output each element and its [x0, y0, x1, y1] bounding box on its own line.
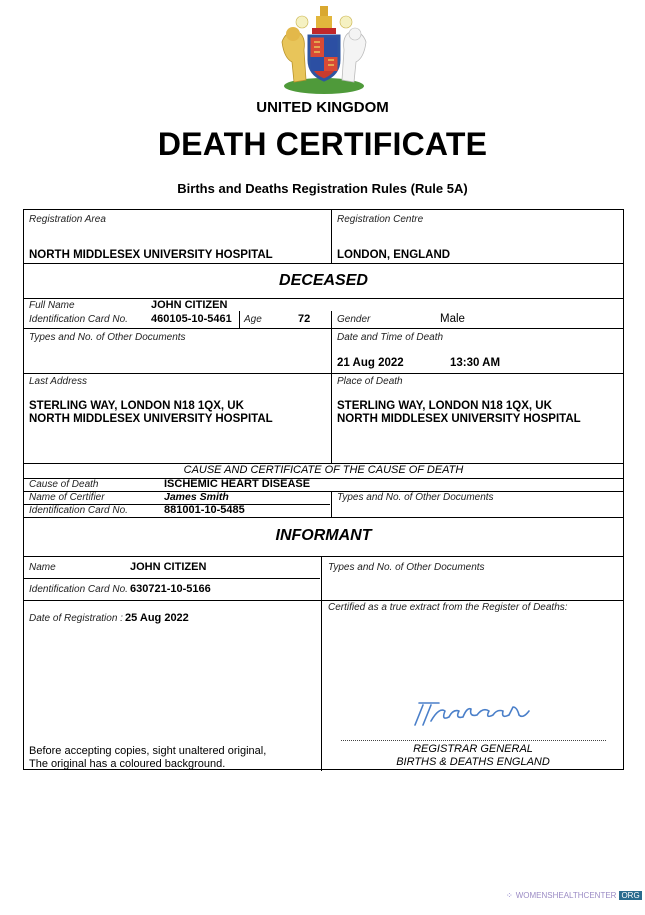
country-heading: UNITED KINGDOM: [256, 99, 389, 116]
certifier-value: James Smith: [164, 491, 229, 503]
other-documents-label: Types and No. of Other Documents: [29, 332, 186, 343]
cause-of-death-label: Cause of Death: [29, 479, 99, 490]
notice-line-2: The original has a coloured background.: [29, 758, 226, 770]
cause-of-death-value: ISCHEMIC HEART DISEASE: [164, 478, 311, 490]
divider: [24, 578, 320, 579]
divider: [24, 478, 623, 479]
certificate-form: [23, 209, 624, 770]
notice-line-1: Before accepting copies, sight unaltered original,: [29, 745, 267, 757]
watermark-tld: ORG: [621, 891, 640, 900]
date-of-death-value: 21 Aug 2022: [337, 357, 404, 369]
time-of-death-value: 13:30 AM: [450, 357, 501, 369]
certifier-id-label: Identification Card No.: [29, 505, 128, 516]
place-of-death-line2: NORTH MIDDLESEX UNIVERSITY HOSPITAL: [337, 413, 581, 425]
registrar-title: REGISTRAR GENERAL: [413, 743, 533, 755]
informant-name-value: JOHN CITIZEN: [130, 561, 207, 573]
divider: [24, 491, 623, 492]
date-time-of-death-label: Date and Time of Death: [337, 332, 444, 343]
full-name-value: JOHN CITIZEN: [151, 299, 228, 311]
last-address-line2: NORTH MIDDLESEX UNIVERSITY HOSPITAL: [29, 413, 273, 425]
watermark-name: WOMENSHEALTHCENTER: [515, 891, 617, 900]
divider: [239, 311, 240, 328]
gender-label: Gender: [337, 314, 371, 325]
registrar-signature-icon: [409, 697, 539, 729]
registrar-office: BIRTHS & DEATHS ENGLAND: [396, 756, 550, 768]
registration-area-label: Registration Area: [29, 214, 106, 225]
place-of-death-label: Place of Death: [337, 376, 403, 387]
gender-value: Male: [440, 313, 465, 325]
column-divider: [331, 311, 332, 463]
divider: [24, 373, 623, 374]
watermark-logo: [506, 891, 642, 900]
certifier-label: Name of Certifier: [29, 492, 105, 503]
registration-date-value: 25 Aug 2022: [125, 612, 189, 624]
certified-extract-label: Certified as a true extract from the Register of Deaths:: [328, 602, 568, 613]
age-label: Age: [244, 314, 262, 325]
column-divider: [321, 556, 322, 771]
certifier-id-value: 881001-10-5485: [164, 504, 245, 516]
column-divider: [331, 210, 332, 263]
registration-area-value: NORTH MIDDLESEX UNIVERSITY HOSPITAL: [29, 249, 273, 261]
royal-coat-of-arms-icon: [276, 2, 372, 94]
informant-other-documents-label: Types and No. of Other Documents: [328, 562, 485, 573]
divider: [24, 263, 623, 264]
deceased-id-label: Identification Card No.: [29, 314, 128, 325]
last-address-line1: STERLING WAY, LONDON N18 1QX, UK: [29, 400, 244, 412]
document-subtitle: Births and Deaths Registration Rules (Rule 5A): [177, 181, 468, 196]
divider: [24, 517, 623, 518]
divider: [24, 328, 623, 329]
signature-line: [341, 740, 606, 741]
divider: [24, 556, 623, 557]
informant-name-label: Name: [29, 562, 56, 573]
informant-heading: INFORMANT: [275, 527, 372, 544]
deceased-heading: DECEASED: [279, 272, 368, 289]
last-address-label: Last Address: [29, 376, 87, 387]
registration-centre-label: Registration Centre: [337, 214, 424, 225]
registration-date-label: Date of Registration :: [29, 613, 123, 624]
column-divider: [331, 491, 332, 517]
certifier-other-documents-label: Types and No. of Other Documents: [337, 492, 494, 503]
registration-centre-value: LONDON, ENGLAND: [337, 249, 451, 261]
dots-logo-icon: ⁘: [506, 891, 513, 900]
divider: [24, 298, 623, 299]
place-of-death-line1: STERLING WAY, LONDON N18 1QX, UK: [337, 400, 552, 412]
document-title: DEATH CERTIFICATE: [157, 126, 488, 162]
divider: [24, 600, 623, 601]
cause-heading: CAUSE AND CERTIFICATE OF THE CAUSE OF DEATH: [183, 464, 464, 476]
full-name-label: Full Name: [29, 300, 75, 311]
age-value: 72: [298, 313, 311, 325]
deceased-id-value: 460105-10-5461: [151, 313, 232, 325]
informant-id-label: Identification Card No.: [29, 584, 128, 595]
informant-id-value: 630721-10-5166: [130, 583, 211, 595]
